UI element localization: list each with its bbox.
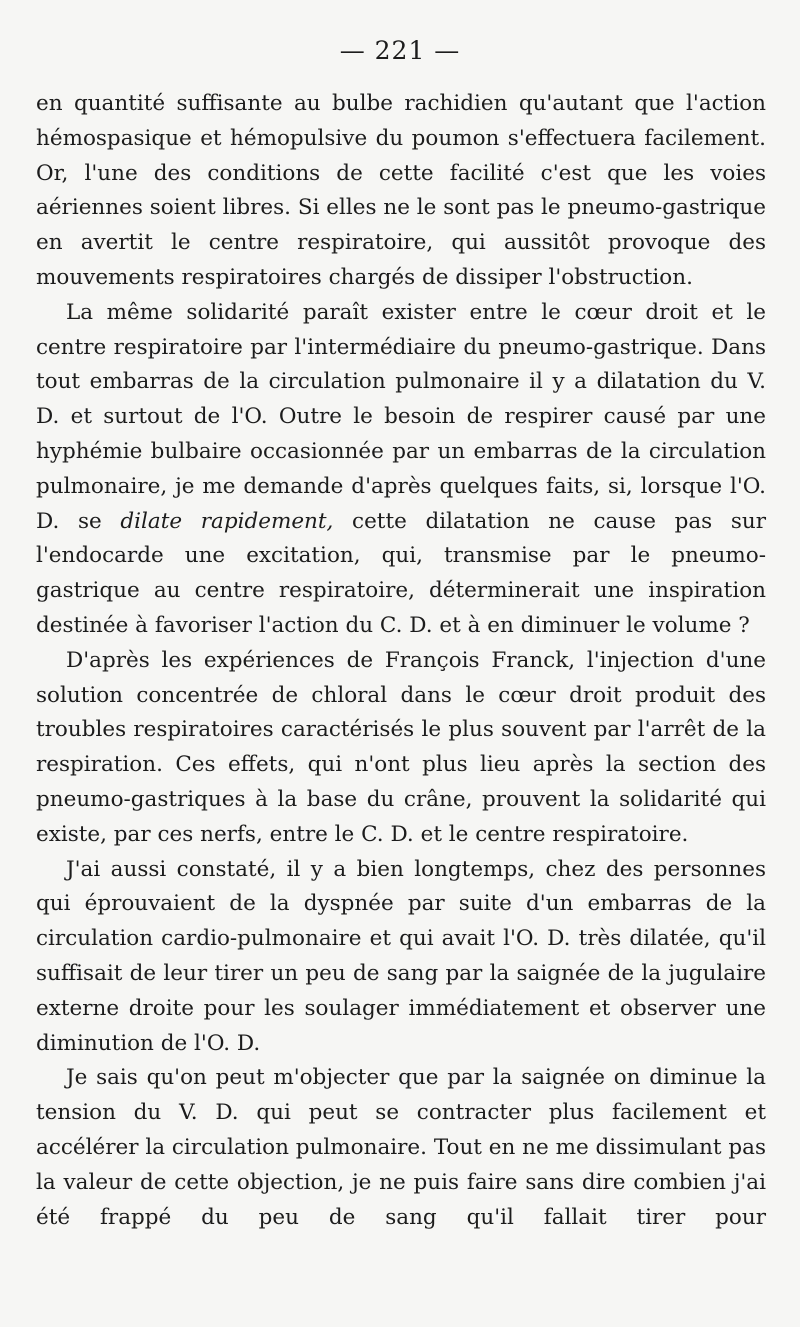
paragraph-1: en quantité suffisante au bulbe rachidien qu'autant que l'action hémospasique et hémopulsive du poumon s'effectuera facilement. Or, l'une des conditions de cette facilité c'est que les voies aériennes soient libres. Si elles ne le sont pas le pneumo-gastrique en avertit le centre respiratoire, qui aussitôt provoque des mouvements respiratoires chargés de dissiper l'obstruction. [36,91,766,290]
paragraph-2 [36,296,766,644]
body-text [36,87,766,1235]
page-number: — 221 — [339,36,461,65]
paragraph-4: J'ai aussi constaté, il y a bien longtemps, chez des personnes qui éprouvaient de la dyspnée par suite d'un embarras de la circulation cardio-pulmonaire et qui avait l'O. D. très dilatée, qu'il suffisait de leur tirer un peu de sang par la saignée de la jugulaire externe droite pour les soulager immédiatement et observer une diminution de l'O. D. [36,856,766,1056]
paragraph-2-text-after: cette dilatation ne cause pas sur l'endocarde une excitation, qui, transmise par le pneumo-gastrique au centre respiratoire, déterminerait une inspiration destinée à favoriser l'action du C. D. et à en diminuer le volume ? [36,508,766,638]
paragraph-5: Je sais qu'on peut m'objecter que par la saignée on diminue la tension du V. D. qui peut se contracter plus facilement et accélérer la circulation pulmonaire. Tout en ne me dissimulant pas la valeur de cette objection, je ne puis faire sans dire combien j'ai été frappé du peu de sang qu'il fallait tirer pour [36,1065,766,1230]
paragraph-2-text-before: La même solidarité paraît exister entre le cœur droit et le centre respiratoire par l'intermédiaire du pneumo-gastrique. Dans tout embarras de la circulation pulmonaire il y a dilatation du V. D. et surtout de l'O. Outre le besoin de respirer causé par une hyphémie bulbaire occasionnée par un embarras de la circulation pulmonaire, je me demande d'après quelques faits, si, lorsque l'O. D. se [36,299,766,534]
paragraph-2-emphasis: dilate rapidement, [120,508,334,534]
paragraph-3: D'après les expériences de François Franck, l'injection d'une solution concentrée de chloral dans le cœur droit produit des troubles respiratoires caractérisés le plus souvent par l'arrêt de la respiration. Ces effets, qui n'ont plus lieu après la section des pneumo-gastriques à la base du crâne, prouvent la solidarité qui existe, par ces nerfs, entre le C. D. et le centre respiratoire. [36,647,766,847]
